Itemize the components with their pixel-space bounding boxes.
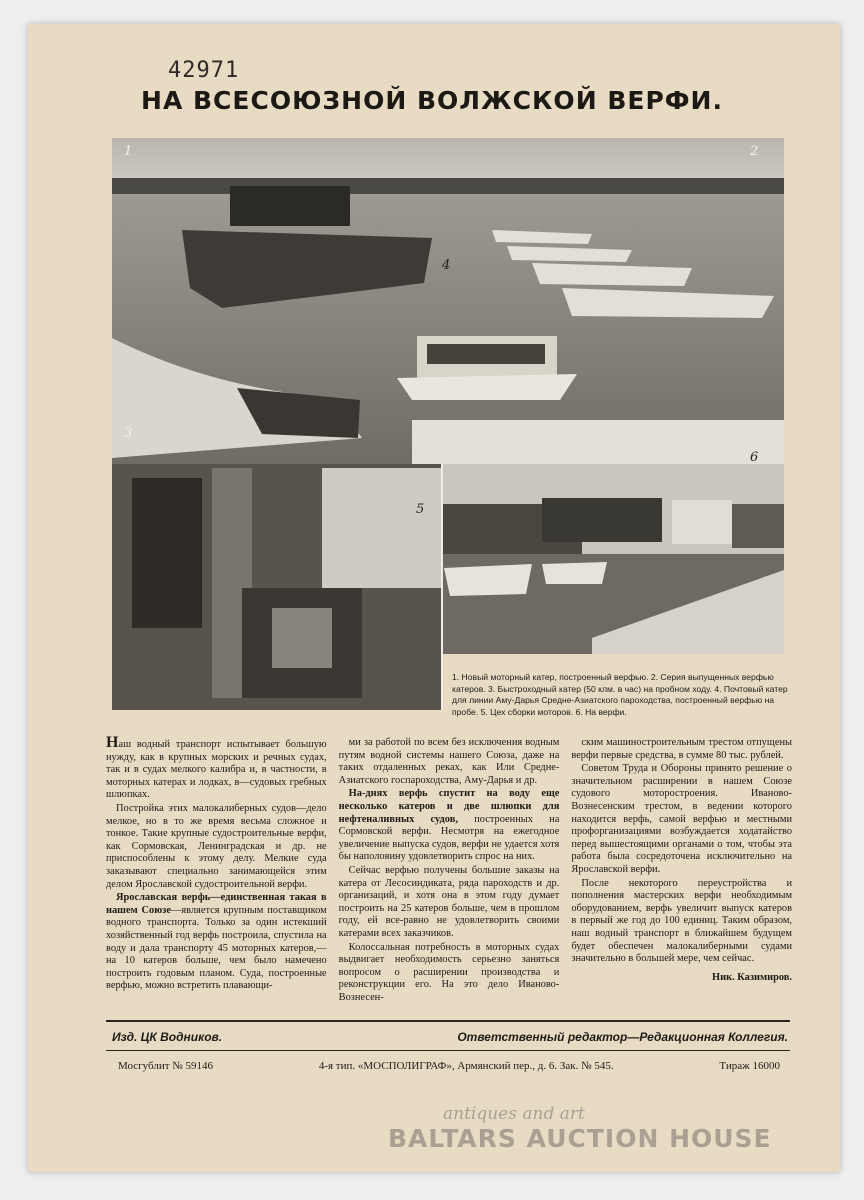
article-body [106,734,793,1005]
photo-collage-image [112,138,784,710]
paragraph: После некоторого переустройства и пополнения мастерских верфи необходимым оборудованием, верфь увеличит выпуск катеров в первый же год до 100 единиц. Таким образом, наш водный транспорт в ближайшем будущем будет обеспечен малокалиберными судами значительно в большей мере, чем сейчас. [571,877,793,965]
paragraph-text: —является крупным поставщиком водного транспорта. Только за один истекший хозяйственный год верфь построила, спустила на воду и дала транспорту 45 моторных катеров,—на 10 катеров больше, чем было намечено построить годовым планом. Суда, построенные верфью, можно встретить плавающи- [106,904,327,992]
paragraph [106,892,327,993]
photo-number-1: 1 [124,144,133,159]
paragraph: Постройка этих малокалиберных судов—дело мелкое, но в то же время весьма сложное и тонкое. Такие крупные судостроительные верфи, как Сормовская, Ленинградская и др. не приспособлены к этому делу. Мелкие суда заказывают специально занимающейся этим делом Ярославской судостроительной верфи. [106,802,327,890]
watermark-name: BALTARS AUCTION HOUSE [388,1124,772,1153]
paragraph: ским машиностроительным трестом отпущены верфи первые средства, в сумме 80 тыс. рублей. [571,737,793,761]
paragraph: ми за работой по всем без исключения водным путям водной системы нашего Союза, даже на таких отдаленных реках, как Или Средне-Азиатского госпароходства, Аму-Дарья и др. [338,737,560,786]
paragraph: Колоссальная потребность в моторных судах выдвигает необходимость серьезно заняться вопросом о расширении производства и реконструкции его. На это дело Иваново-Вознесен- [338,941,560,1003]
inventory-stamp: 42971 [168,58,240,83]
footer-rule-top [106,1020,790,1022]
page-title: НА ВСЕСОЮЗНОЙ ВОЛЖСКОЙ ВЕРФИ. [141,86,723,115]
printer-info: 4-я тип. «МОСПОЛИГРАФ», Армянский пер., д. 6. Зак. № 545. [318,1060,614,1072]
article-column-3 [571,737,792,1005]
editor-credit: Ответственный редактор—Редакционная Коллегия. [457,1030,788,1044]
photo-number-6: 6 [750,450,759,465]
publisher: Изд. ЦК Водников. [112,1030,223,1044]
footer-rule-bottom [106,1050,790,1051]
photo-number-2: 2 [750,144,759,159]
paragraph [339,788,560,864]
photo-number-5: 5 [416,502,425,517]
paragraph-text: построенных на Сормовской верфи. Несмотря на ежегодное увеличение выпуска судов, верфи не удается хотя бы наполовину удовлетворить спрос на них. [338,813,560,863]
article-column-1 [106,734,327,1005]
bold-text: Ярославская верфь—единственная такая в нашем Союзе [106,892,327,916]
author-signature: Ник. Казимиров. [712,971,793,983]
censor-number: Мосгублит № 59146 [118,1060,214,1072]
article-column-2 [339,737,560,1005]
paragraph: Советом Труда и Обороны принято решение о значительном расширении в нашем Союзе судового моторостроения. Иваново-Вознесенским трестом, в ведении которого находится верфь, самой верфью и местными профорганизациями возбуждается ходатайство перед вышестоящими органами о том, чтобы эта работа была сосредоточена исключительно на Ярославской верфи. [571,763,793,875]
photo-collage [112,138,784,710]
photo-number-3: 3 [124,426,133,441]
paragraph: Наш водный транспорт испытывает большую нужду, как в крупных морских и речных судах, так и в судах мелкого калибра и, в частности, в моторных катерах и лодках, в—судовых гребных шлюпках. [106,734,327,801]
paragraph: Сейчас верфью получены большие заказы на катера от Лесосиндиката, ряда пароходств и др. организаций, и хотя она в этом году думает построить на 25 катеров больше, чем в прошлом году, ей все-равно не удовлетворить своими катерами всех заказчиков. [338,864,560,939]
print-run: Тираж 16000 [719,1060,780,1072]
watermark-tagline: antiques and art [443,1104,585,1124]
bold-text: На-днях верфь спустит на воду еще несколько катеров и две шлюпки для нефтеналивных судов, [338,788,560,825]
photo-number-4: 4 [442,258,451,273]
photo-caption: 1. Новый моторный катер, построенный верфью. 2. Серия выпущенных верфью катеров. 3. Быстроходный катер (50 клм. в час) на пробном ходу. 4. Почтовый катер для линии Аму-Дарья Средне-Азиатского пароходства, построенный верфью на пробе. 5. Цех сборки моторов. 6. На верфи. [452,672,788,717]
footer-imprint [118,1060,780,1072]
footer-credits [112,1030,788,1044]
auction-watermark [388,1104,808,1153]
